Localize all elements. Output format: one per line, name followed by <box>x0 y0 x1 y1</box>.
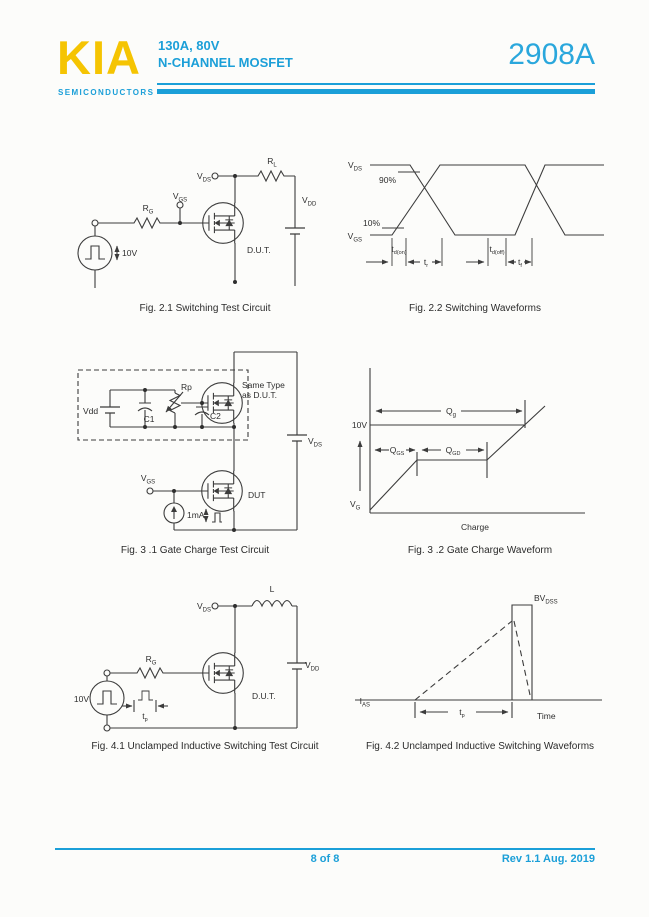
fig-3-2-plot <box>345 358 615 538</box>
junction-dot <box>173 425 177 429</box>
fig-4-2-caption: Fig. 4.2 Unclamped Inductive Switching Waveforms <box>365 741 595 752</box>
junction-dot <box>233 726 237 730</box>
rp-label: Rp <box>181 382 192 392</box>
vgs-label: $V_{GS}$ <box>172 191 188 204</box>
device-rating: 130A, 80V <box>158 38 220 53</box>
fig-2-2-plot <box>340 150 610 295</box>
fig-4-2-plot <box>340 588 620 733</box>
wires <box>95 176 295 288</box>
vds-label: $V_{DS}$ <box>196 171 211 184</box>
pulse-voltage-label: 10V <box>73 694 89 704</box>
dut-label: D.U.T. <box>247 245 271 255</box>
battery-vdd <box>100 407 120 413</box>
tf-label: $t_f$ <box>518 257 522 269</box>
vds-terminal <box>212 173 218 179</box>
inductor-l <box>252 601 292 607</box>
vds-label: $V_{DS}$ <box>308 436 323 449</box>
resistor-rg <box>129 218 167 228</box>
resistor-rg <box>132 668 170 678</box>
tp-label: $t_p$ <box>142 711 148 723</box>
rl-label: $R_L$ <box>267 156 277 169</box>
axes <box>370 368 585 513</box>
mosfet-dut-symbol <box>202 471 243 512</box>
qgs-label: $Q_{GS}$ <box>389 445 405 457</box>
junction-dot <box>178 221 182 225</box>
bvdss-label: $BV_{DSS}$ <box>534 593 558 606</box>
battery-vdd <box>287 663 307 669</box>
junction-dot <box>233 174 237 178</box>
p10-label: 10% <box>362 218 380 228</box>
brand-logo-subtext: SEMICONDUCTORS <box>58 88 155 97</box>
vds-axis-label: $V_{DS}$ <box>347 160 362 173</box>
junction-dot <box>232 425 236 429</box>
footer-rule <box>55 848 595 850</box>
dut-label: D.U.T. <box>252 691 276 701</box>
device-type: N-CHANNEL MOSFET <box>158 55 293 70</box>
rg-label: $R_G$ <box>142 203 154 216</box>
vdd-label: Vdd <box>83 406 99 416</box>
wires <box>107 606 297 728</box>
vgs-label: $V_{GS}$ <box>140 473 156 486</box>
td-off-label: $t_{d(off)}$ <box>489 244 505 256</box>
vds-label: $V_{DS}$ <box>196 601 211 614</box>
brand-logo: KIA <box>57 31 141 84</box>
td-on-label: $t_{d(on)}$ <box>391 244 407 256</box>
fig-3-1-gate-charge-test-circuit <box>70 345 360 555</box>
ias-axis-label: $I_{AS}$ <box>359 696 370 709</box>
same-type-label-2: as D.U.T. <box>242 390 277 400</box>
revision: Rev 1.1 Aug. 2019 <box>501 853 595 865</box>
annotation-arrows <box>360 411 522 491</box>
current-label: 1mA <box>187 510 205 520</box>
l-label: L <box>269 584 275 594</box>
driver-network-dashed-box <box>78 370 248 440</box>
fig-4-1-caption: Fig. 4.1 Unclamped Inductive Switching Test Circuit <box>91 741 319 752</box>
fig-2-1-switching-test-circuit <box>65 148 345 318</box>
c1-label: C1 <box>143 414 155 424</box>
resistor-rl <box>253 171 291 181</box>
header-rule-thin <box>157 83 595 85</box>
fig-3-2-caption: Fig. 3 .2 Gate Charge Waveform <box>407 545 553 556</box>
battery-vds <box>287 435 307 441</box>
wires <box>110 352 297 530</box>
fig-2-2-caption: Fig. 2.2 Switching Waveforms <box>409 303 541 314</box>
mosfet-dut-symbol <box>203 653 244 694</box>
tp-label: $t_p$ <box>459 707 465 719</box>
c2-label: C2 <box>210 411 221 421</box>
current-source-1ma <box>164 503 184 523</box>
fig-4-1-uis-test-circuit <box>60 578 350 738</box>
fig-3-1-schematic <box>70 345 360 555</box>
fig-4-2-uis-waveforms <box>340 588 620 733</box>
mosfet-dut-symbol <box>203 203 244 244</box>
charge-axis-label: Charge <box>461 522 489 532</box>
input-terminal <box>92 220 98 226</box>
vg-axis-label: $V_G$ <box>350 499 361 512</box>
bvdss-pulse <box>512 605 532 700</box>
source-terminal <box>104 725 110 731</box>
part-number: 2908A <box>508 38 595 71</box>
p90-label: 90% <box>378 175 396 185</box>
rg-label: $R_G$ <box>145 654 157 667</box>
plateau-voltage-label: 10V <box>351 420 367 430</box>
qgd-label: $Q_{GD}$ <box>445 445 461 457</box>
junction-dot <box>143 388 147 392</box>
pulse-voltage-label: 10V <box>122 248 138 258</box>
pulse-generator <box>90 681 124 715</box>
dut-label: DUT <box>248 490 266 500</box>
fig-3-1-caption: Fig. 3 .1 Gate Charge Test Circuit <box>120 545 270 556</box>
gate-terminal <box>104 670 110 676</box>
time-axis-label: Time <box>537 711 556 721</box>
fig-2-1-caption: Fig. 2.1 Switching Test Circuit <box>139 303 271 314</box>
gate-charge-curve <box>370 406 545 510</box>
pulse-generator <box>78 236 112 270</box>
fig-2-2-switching-waveforms <box>340 150 610 295</box>
vds-terminal <box>212 603 218 609</box>
junction-dot <box>172 489 176 493</box>
tr-label: $t_r$ <box>423 257 429 269</box>
battery-vdd <box>285 228 305 234</box>
junction-dot <box>200 425 204 429</box>
junction-dot <box>233 280 237 284</box>
fig-3-2-gate-charge-waveform <box>345 358 615 538</box>
vgs-terminal <box>147 488 153 494</box>
junction-dot <box>233 604 237 608</box>
current-waveform-dashed <box>374 621 530 700</box>
vdd-label: $V_{DD}$ <box>302 195 317 208</box>
fig-2-1-schematic <box>65 148 345 318</box>
mosfet-same-type-symbol <box>202 383 243 424</box>
vgs-axis-label: $V_{GS}$ <box>347 231 362 244</box>
header-rule-thick <box>157 89 595 94</box>
junction-dot <box>200 401 204 405</box>
same-type-label-1: Same Type <box>242 380 285 390</box>
page-number: 8 of 8 <box>310 853 340 865</box>
junction-dot <box>232 528 236 532</box>
qg-label: $Q_g$ <box>446 406 456 419</box>
fig-4-1-schematic <box>60 578 350 738</box>
vdd-label: $V_{DD}$ <box>305 660 320 673</box>
junction-dot <box>143 425 147 429</box>
